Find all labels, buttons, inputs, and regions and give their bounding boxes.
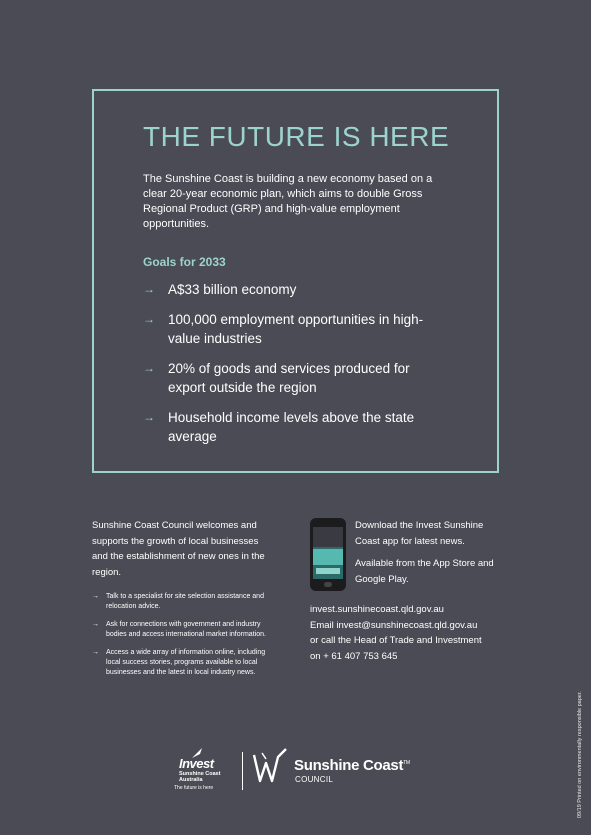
- website-link[interactable]: invest.sunshinecoast.qld.gov.au: [310, 604, 444, 615]
- goal-item: [143, 280, 443, 299]
- phone-text-line1: or call the Head of Trade and Investment: [310, 635, 482, 646]
- support-text: Ask for connections with government and industry bodies and access international market information.: [106, 621, 266, 638]
- email-link[interactable]: Email invest@sunshinecoast.qld.gov.au: [310, 619, 478, 631]
- invest-logo-tagline: The future is here: [174, 785, 214, 791]
- support-column: [92, 518, 267, 686]
- support-text: Talk to a specialist for site selection assistance and relocation advice.: [106, 593, 264, 610]
- arrow-right-icon: →: [92, 649, 99, 656]
- goal-text: 20% of goods and services produced for export outside the region: [168, 361, 410, 395]
- intro-paragraph: The Sunshine Coast is building a new economy based on a clear 20-year economic plan, which aims to double Gross Regional Product (GRP) and high-value employment opportunities.: [143, 173, 433, 230]
- arrow-right-icon: →: [143, 282, 155, 296]
- support-list: [92, 592, 267, 678]
- arrow-right-icon: →: [143, 410, 155, 424]
- invest-logo-word: Invest: [179, 756, 214, 771]
- support-item: [92, 620, 267, 640]
- phone-screen: [313, 527, 343, 579]
- invest-logo: [172, 748, 234, 794]
- council-logo: [252, 745, 422, 790]
- page-title: THE FUTURE IS HERE: [143, 121, 450, 152]
- arrow-right-icon: →: [92, 621, 99, 628]
- arrow-right-icon: →: [143, 361, 155, 375]
- invest-logo-sub: Sunshine Coast Australia: [179, 771, 221, 783]
- goal-text: Household income levels above the state average: [168, 410, 415, 444]
- app-download-text: Download the Invest Sunshine Coast app for latest news.: [355, 520, 484, 547]
- welcome-paragraph: Sunshine Coast Council welcomes and supports the growth of local businesses and the establishment of new ones in the region.: [92, 520, 265, 578]
- goal-text: 100,000 employment opportunities in high-value industries: [168, 312, 424, 346]
- council-logo-name: Sunshine Coast™: [294, 757, 410, 774]
- arrow-right-icon: →: [92, 593, 99, 600]
- goal-item: [143, 408, 443, 446]
- council-wave-icon: [252, 747, 292, 787]
- support-text: Access a wide array of information online, including local success stories, programs available to local businesses and the latest in local industry news.: [106, 649, 266, 676]
- app-availability-text: Available from the App Store and Google Play.: [355, 558, 494, 585]
- council-logo-sub: COUNCIL: [295, 775, 334, 784]
- logo-divider: [242, 752, 243, 790]
- phone-home-button: [324, 582, 332, 587]
- phone-text-line2: on + 61 407 753 645: [310, 650, 398, 662]
- support-item: [92, 592, 267, 612]
- print-note: 09/19 Printed on environmentally responsible paper.: [577, 691, 583, 818]
- goals-heading: Goals for 2033: [143, 255, 226, 269]
- goals-list: [143, 280, 443, 457]
- support-item: [92, 648, 267, 678]
- phone-app-image: [310, 518, 346, 591]
- goal-item: [143, 359, 443, 397]
- arrow-right-icon: →: [143, 312, 155, 326]
- goal-text: A$33 billion economy: [168, 282, 297, 297]
- contact-block: [310, 602, 510, 664]
- goal-item: [143, 310, 443, 348]
